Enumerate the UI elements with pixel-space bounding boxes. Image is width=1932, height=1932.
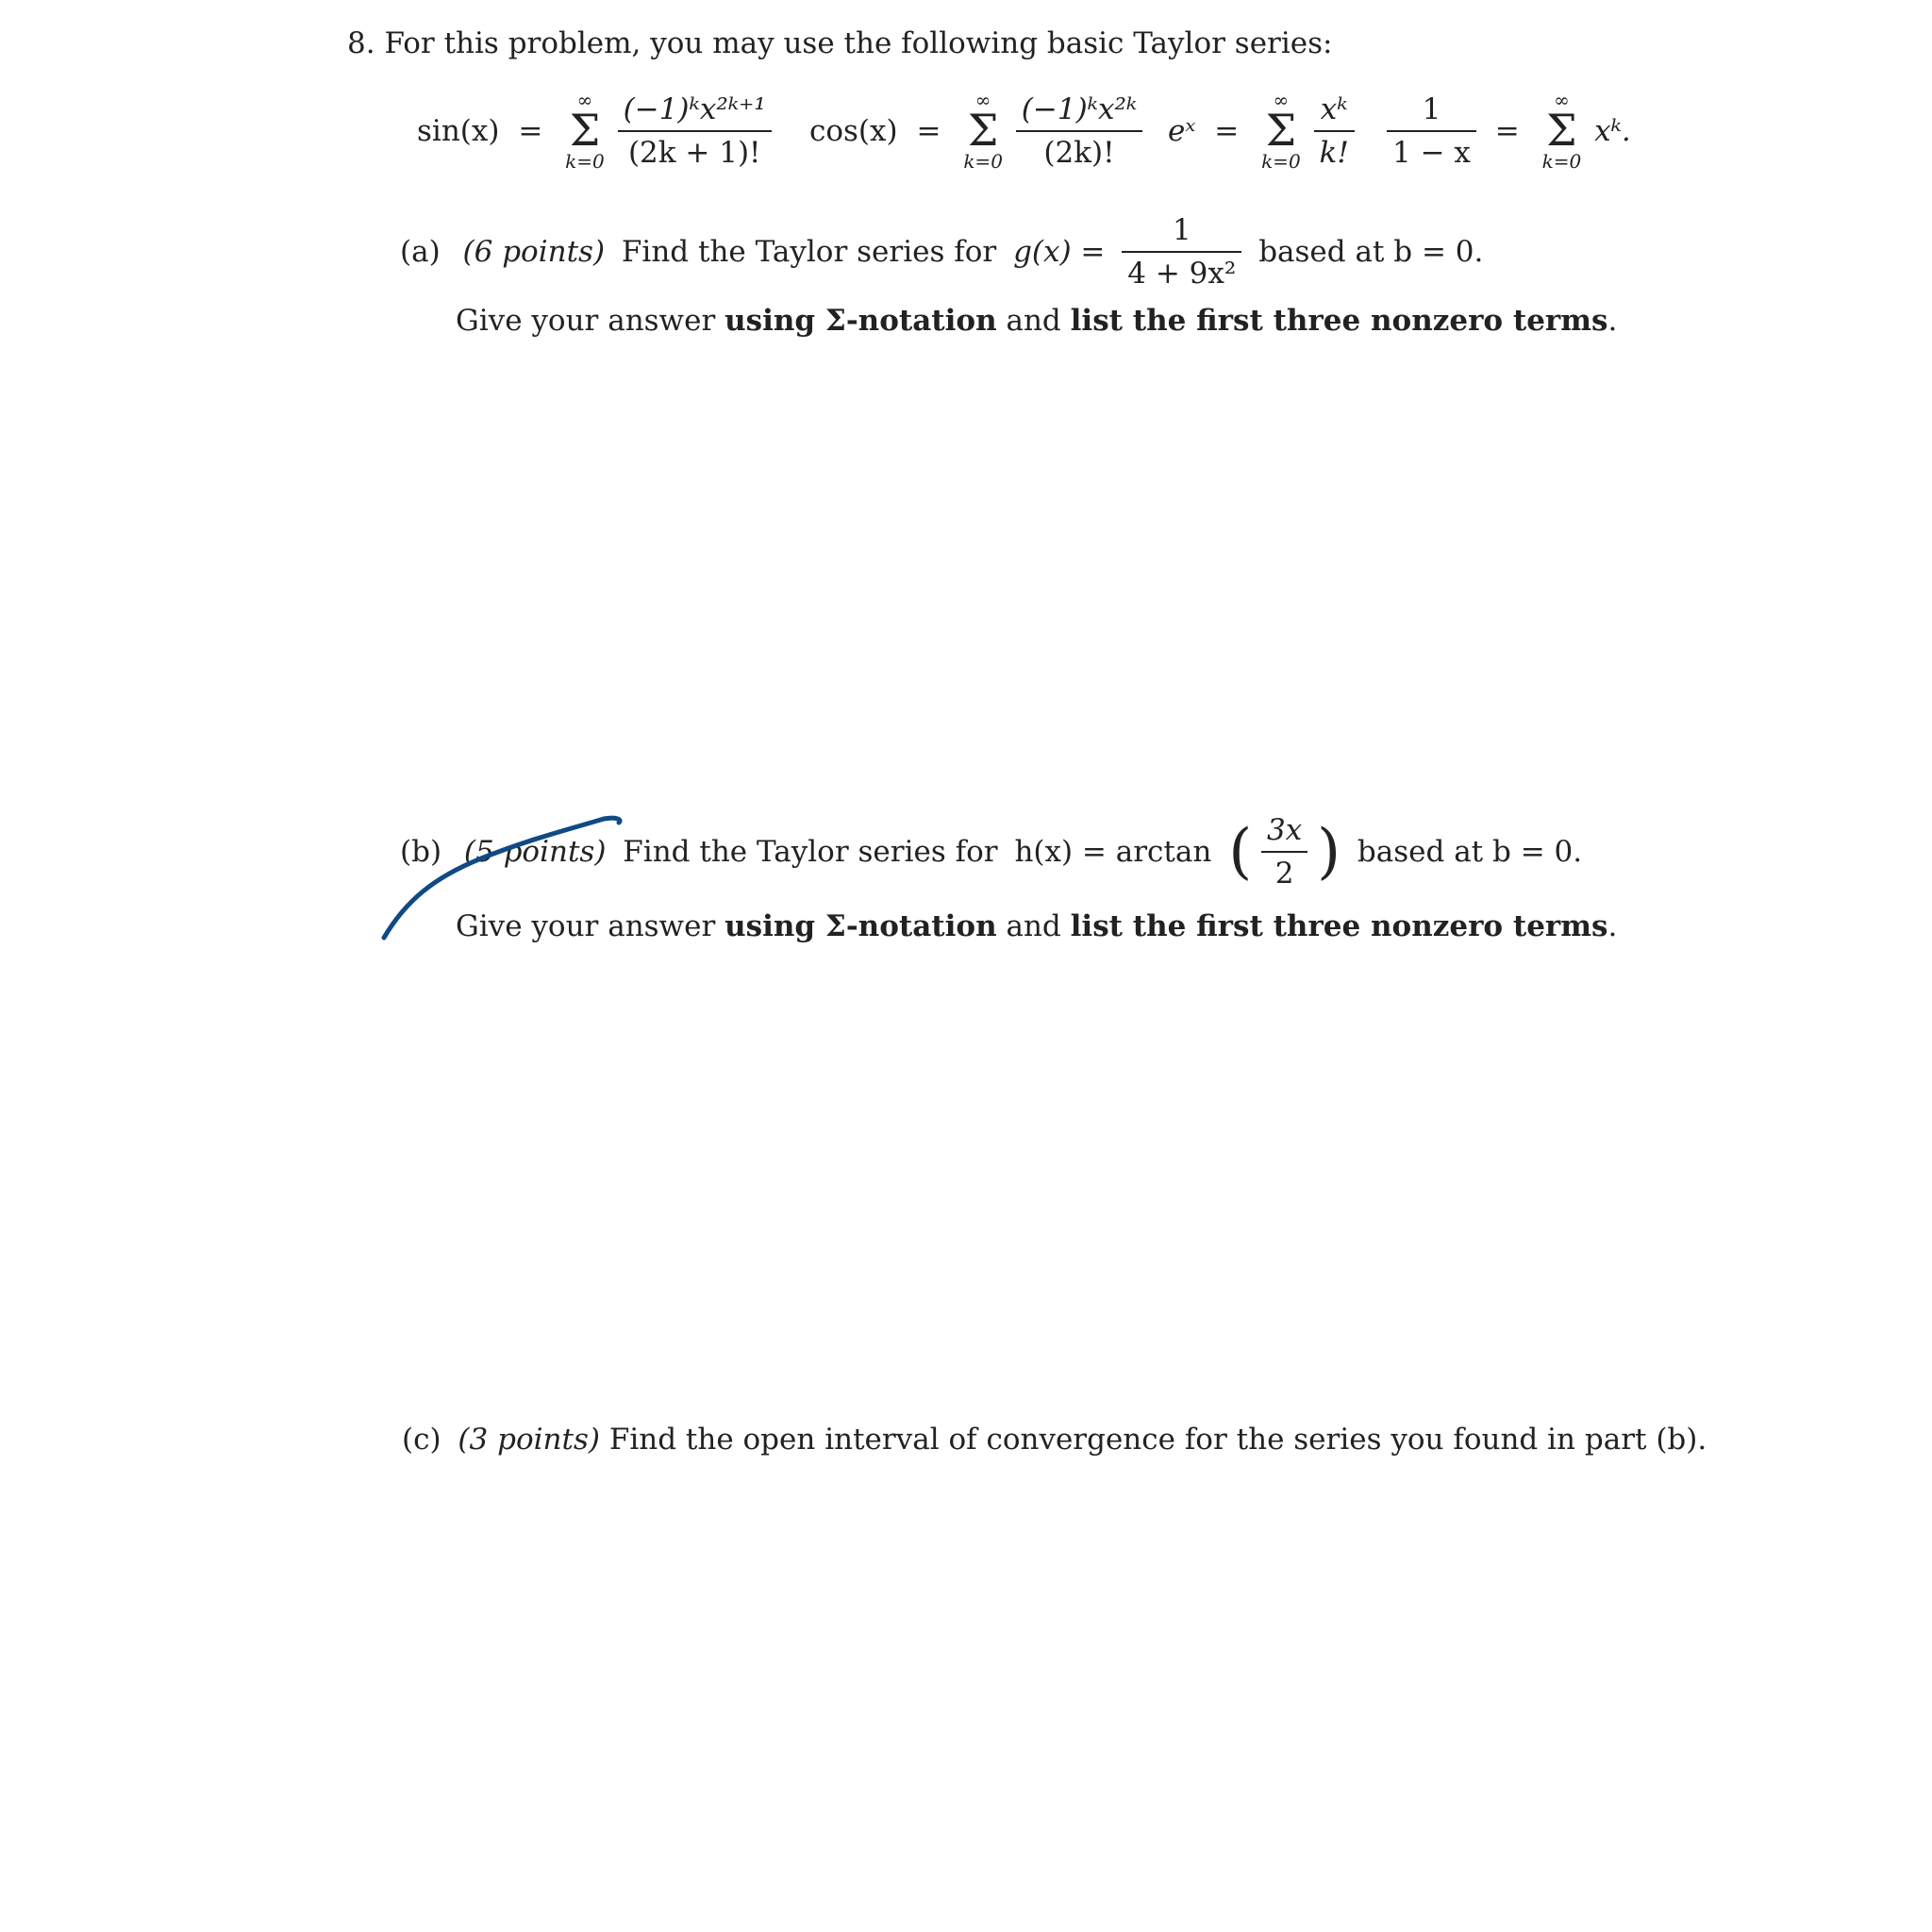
part-a-points: (6 points) [462, 235, 606, 269]
exp-series [1168, 91, 1355, 172]
part-b-points: (5 points) [463, 835, 607, 869]
part-a-instr-3: and [1006, 304, 1061, 338]
part-b-label: (b) [400, 835, 442, 869]
cos-sum-top: ∞ [974, 89, 991, 111]
sin-denominator: (2k + 1)! [627, 136, 761, 170]
part-a-tail: based at b = 0. [1258, 235, 1484, 269]
sin-lhs: sin(x) [417, 114, 500, 148]
exp-sum-top: ∞ [1273, 89, 1290, 111]
part-b-instr-2: using Σ-notation [724, 909, 997, 943]
part-b-text: Find the Taylor series for [623, 835, 998, 869]
sin-sigma: Σ [569, 105, 601, 156]
part-a-function: g(x) = [1013, 235, 1106, 269]
exp-numerator: xᵏ [1314, 92, 1355, 132]
part-b-instr-3: and [1006, 909, 1061, 943]
part-b-denominator: 2 [1274, 857, 1294, 891]
part-a-denominator: 4 + 9x² [1127, 257, 1237, 291]
sin-numerator: (−1)ᵏx²ᵏ⁺¹ [618, 92, 772, 132]
problem-intro: For this problem, you may use the following basic Taylor series: [384, 26, 1333, 60]
sin-sum [565, 91, 605, 172]
part-c-question [402, 1421, 1707, 1458]
part-b-question [400, 813, 1582, 891]
part-a-label: (a) [400, 235, 441, 269]
cos-sum [963, 91, 1003, 172]
part-b-instr-4: list the first three nonzero terms [1070, 909, 1608, 943]
part-b-instr-1: Give your answer [456, 909, 716, 943]
part-c-text: Find the open interval of convergence for the series you found in part (b). [608, 1423, 1707, 1457]
cos-sum-bottom: k=0 [963, 150, 1003, 173]
part-b-tail: based at b = 0. [1357, 835, 1583, 869]
part-a-fraction [1122, 213, 1241, 291]
exp-denominator: k! [1319, 136, 1349, 170]
exp-sum-bottom: k=0 [1261, 150, 1301, 173]
cos-denominator: (2k)! [1043, 136, 1115, 170]
sin-sum-bottom: k=0 [565, 150, 605, 173]
cos-numerator: (−1)ᵏx²ᵏ [1016, 92, 1142, 132]
geo-sum-bottom: k=0 [1541, 150, 1582, 173]
part-c-label: (c) [402, 1423, 441, 1457]
exp-sigma: Σ [1265, 105, 1297, 156]
geo-sum-top: ∞ [1554, 89, 1570, 111]
part-a-question [400, 213, 1483, 291]
part-b-function: h(x) = arctan [1014, 835, 1212, 869]
exp-equals: = [1214, 114, 1240, 148]
cos-sigma: Σ [967, 105, 999, 156]
geometric-series [1387, 91, 1631, 172]
part-a-instr-2: using Σ-notation [724, 304, 997, 338]
problem-number: 8. [347, 26, 375, 60]
geo-sum [1542, 91, 1582, 172]
geo-sigma: Σ [1546, 105, 1577, 156]
part-b-instructions [456, 908, 1617, 945]
sin-sum-top: ∞ [576, 89, 593, 111]
part-a-instr-5: . [1607, 304, 1618, 338]
cos-fraction [1016, 92, 1142, 170]
geo-fraction [1387, 92, 1476, 170]
geo-rhs: xᵏ. [1594, 114, 1631, 148]
problem-header [347, 25, 1332, 62]
cos-lhs: cos(x) [809, 114, 898, 148]
geo-equals: = [1494, 114, 1520, 148]
part-a-instructions [456, 302, 1617, 340]
exp-lhs: eˣ [1168, 114, 1196, 148]
part-b-left-paren: ( [1228, 817, 1253, 887]
cos-series [809, 91, 1142, 172]
sin-fraction [618, 92, 772, 170]
part-a-instr-4: list the first three nonzero terms [1070, 304, 1608, 338]
exp-fraction [1314, 92, 1355, 170]
part-b-right-paren: ) [1317, 817, 1341, 887]
sin-equals: = [518, 114, 543, 148]
sin-series [417, 91, 772, 172]
part-b-fraction [1261, 813, 1307, 891]
geo-numerator: 1 [1387, 92, 1476, 132]
part-c-points: (3 points) [458, 1423, 600, 1457]
geo-denominator: 1 − x [1392, 136, 1471, 170]
part-a-instr-1: Give your answer [456, 304, 716, 338]
part-a-numerator: 1 [1122, 213, 1241, 253]
part-b-numerator: 3x [1261, 813, 1307, 853]
part-a-text: Find the Taylor series for [621, 235, 997, 269]
exp-sum [1261, 91, 1301, 172]
cos-equals: = [916, 114, 941, 148]
part-b-instr-5: . [1607, 909, 1618, 943]
